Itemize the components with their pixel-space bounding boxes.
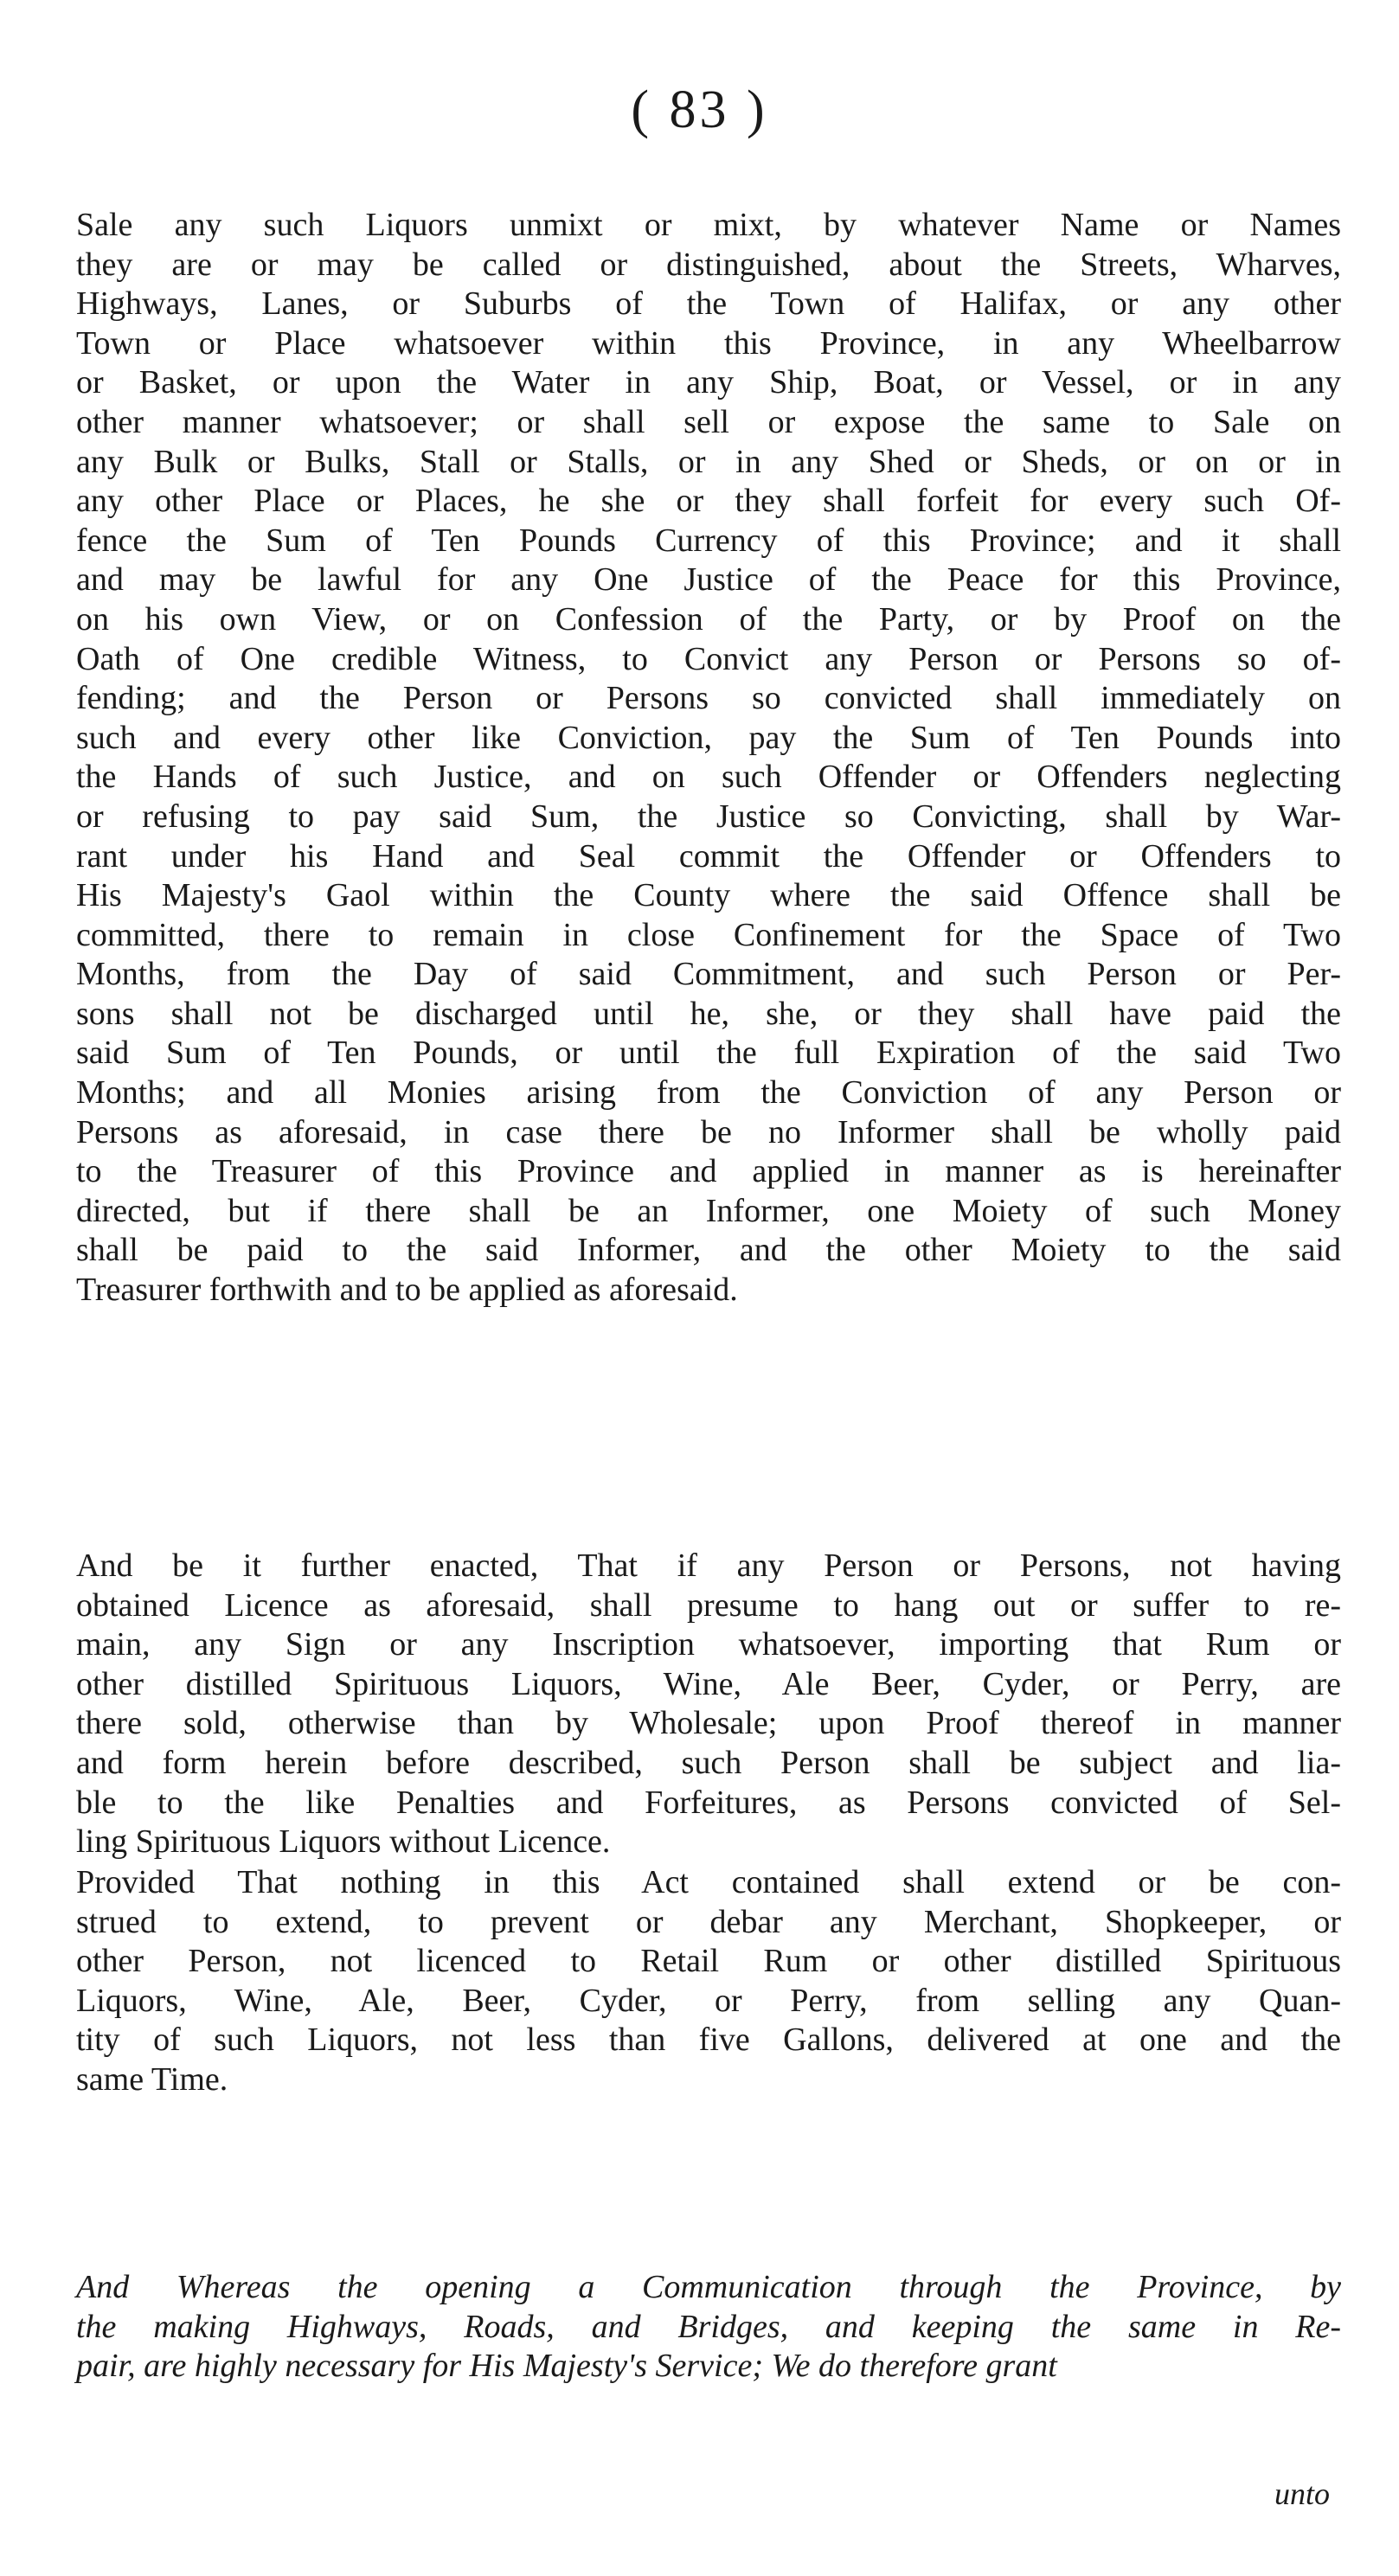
text-line: Sale any such Liquors unmixt or mixt, by whatever Name or Names bbox=[76, 207, 1341, 243]
text-line: Months, from the Day of said Commitment, and such Person or Per- bbox=[76, 956, 1341, 993]
text-line: tity of such Liquors, not less than five Gallons, delivered at one and the bbox=[76, 2022, 1341, 2059]
text-line: other manner whatsoever; or shall sell or expose the same to Sale on bbox=[76, 403, 1341, 440]
text-line: shall be paid to the said Informer, and the other Moiety to the said bbox=[76, 1232, 1341, 1269]
text-line: Liquors, Wine, Ale, Beer, Cyder, or Perry, from selling any Quan- bbox=[76, 1982, 1341, 2019]
text-line: pair, are highly necessary for His Majesty's Service; We do therefore grant bbox=[76, 2348, 1057, 2385]
text-line: ble to the like Penalties and Forfeitures, as Persons convicted of Sel- bbox=[76, 1784, 1341, 1821]
text-line: and may be lawful for any One Justice of the Peace for this Province, bbox=[76, 561, 1341, 599]
text-line: the making Highways, Roads, and Bridges, and keeping the same in Re- bbox=[76, 2308, 1341, 2345]
text-line: and form herein before described, such Person shall be subject and lia- bbox=[76, 1744, 1341, 1781]
text-line: there sold, otherwise than by Wholesale; upon Proof thereof in manner bbox=[76, 1705, 1341, 1742]
text-line: Persons as aforesaid, in case there be no Informer shall be wholly paid bbox=[76, 1113, 1341, 1150]
text-line: committed, there to remain in close Confinement for the Space of Two bbox=[76, 916, 1341, 953]
text-line: Town or Place whatsoever within this Province, in any Wheelbarrow bbox=[76, 324, 1341, 362]
text-line: Provided That nothing in this Act contained shall extend or be con- bbox=[76, 1864, 1341, 1900]
text-line: His Majesty's Gaol within the County where the said Offence shall be bbox=[76, 877, 1341, 914]
text-line: on his own View, or on Confession of the Party, or by Proof on the bbox=[76, 600, 1341, 638]
paragraph-penalties bbox=[76, 206, 1341, 1310]
text-line: fending; and the Person or Persons so convicted shall immediately on bbox=[76, 680, 1341, 717]
text-line: Highways, Lanes, or Suburbs of the Town of Halifax, or any other bbox=[76, 285, 1341, 323]
text-line: rant under his Hand and Seal commit the Offender or Offenders to bbox=[76, 837, 1341, 875]
text-line: any Bulk or Bulks, Stall or Stalls, or in any Shed or Sheds, or on or in bbox=[76, 443, 1341, 480]
text-line: or Basket, or upon the Water in any Ship, Boat, or Vessel, or in any bbox=[76, 364, 1341, 401]
text-line: to the Treasurer of this Province and applied in manner as is hereinafter bbox=[76, 1153, 1341, 1190]
paragraph-signs bbox=[76, 1547, 1341, 1862]
text-line: other Person, not licenced to Retail Rum or other distilled Spirituous bbox=[76, 1943, 1341, 1980]
text-line: same Time. bbox=[76, 2060, 228, 2098]
text-line: obtained Licence as aforesaid, shall presume to hang out or suffer to re- bbox=[76, 1586, 1341, 1624]
text-line: or refusing to pay said Sum, the Justice so Convicting, shall by War- bbox=[76, 798, 1341, 835]
text-line: Months; and all Monies arising from the Conviction of any Person or bbox=[76, 1074, 1341, 1112]
paragraph-highways bbox=[76, 2268, 1341, 2387]
text-line: any other Place or Places, he she or they shall forfeit for every such Of- bbox=[76, 483, 1341, 520]
text-line: Oath of One credible Witness, to Convict any Person or Persons so of- bbox=[76, 640, 1341, 677]
text-line: main, any Sign or any Inscription whatsoever, importing that Rum or bbox=[76, 1626, 1341, 1663]
text-line: such and every other like Conviction, pay the Sum of Ten Pounds into bbox=[76, 719, 1341, 756]
text-line: the Hands of such Justice, and on such Offender or Offenders neglecting bbox=[76, 759, 1341, 796]
text-line: strued to extend, to prevent or debar any Merchant, Shopkeeper, or bbox=[76, 1903, 1341, 1940]
catchword: unto bbox=[1274, 2477, 1330, 2511]
text-line: And be it further enacted, That if any Person or Persons, not having bbox=[76, 1548, 1341, 1584]
page-number: ( 83 ) bbox=[631, 80, 768, 139]
text-line: said Sum of Ten Pounds, or until the full Expiration of the said Two bbox=[76, 1035, 1341, 1072]
paragraph-proviso bbox=[76, 1863, 1341, 2100]
text-line: ling Spirituous Liquors without Licence. bbox=[76, 1823, 611, 1861]
text-line: fence the Sum of Ten Pounds Currency of this Province; and it shall bbox=[76, 522, 1341, 559]
text-line: other distilled Spirituous Liquors, Wine, Ale Beer, Cyder, or Perry, are bbox=[76, 1665, 1341, 1702]
text-line: sons shall not be discharged until he, she, or they shall have paid the bbox=[76, 995, 1341, 1032]
text-line: Treasurer forthwith and to be applied as aforesaid. bbox=[76, 1272, 738, 1309]
text-line: they are or may be called or distinguished, about the Streets, Wharves, bbox=[76, 246, 1341, 283]
text-line: And Whereas the opening a Communication through the Province, by bbox=[76, 2269, 1341, 2305]
text-line: directed, but if there shall be an Informer, one Moiety of such Money bbox=[76, 1192, 1341, 1229]
